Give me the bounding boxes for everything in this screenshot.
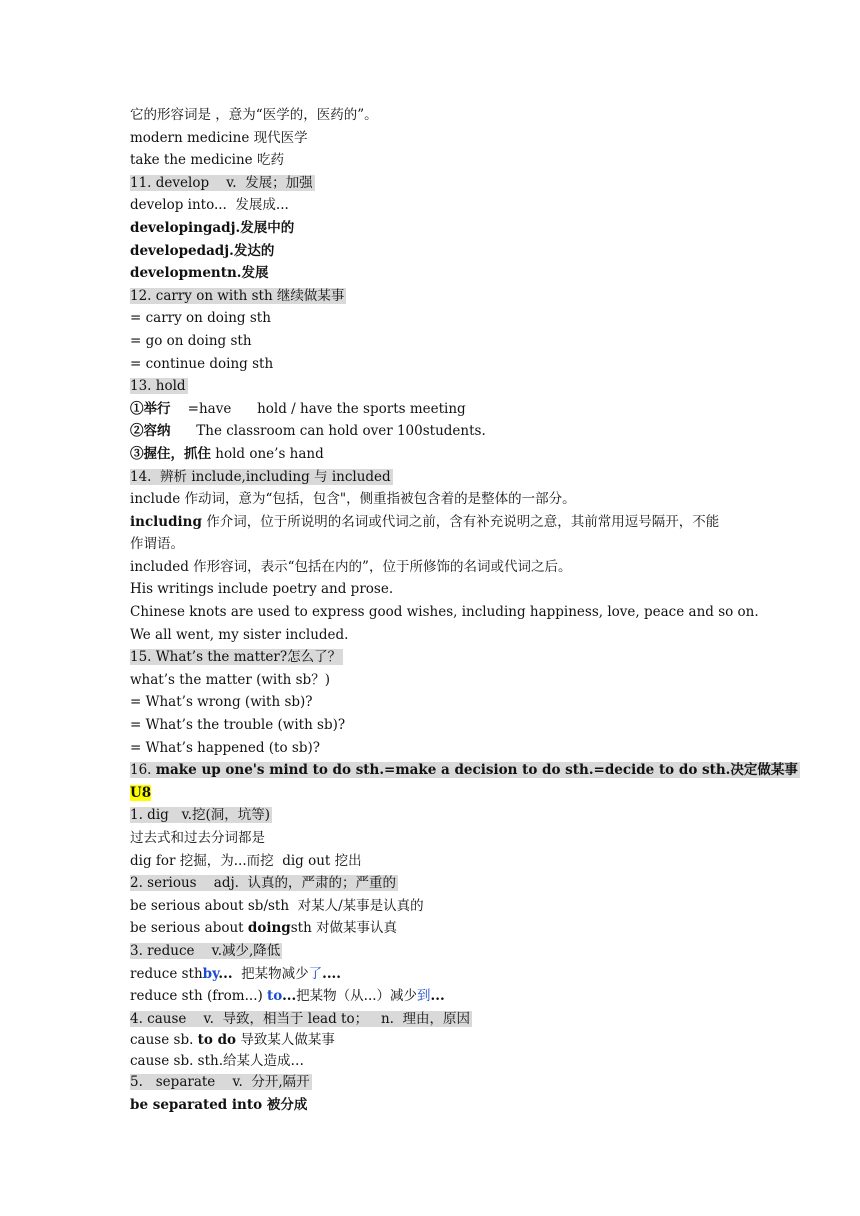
inline-text: cause sb. (130, 1032, 198, 1049)
text-line (130, 420, 730, 443)
bold-term: ③握住，抓住 (130, 445, 211, 462)
bold-term: doing (247, 920, 291, 937)
section-heading: 1. dig v.挖(洞，坑等) (130, 807, 270, 824)
bold-term: including (130, 513, 202, 530)
unit-heading: U8 (130, 784, 152, 801)
text-line: = What’s happened (to sb)? (130, 739, 320, 756)
section-heading: 11. develop v. 发展；加强 (130, 174, 313, 191)
section-heading (130, 762, 800, 778)
inline-text: 作介词，位于所说明的名词或代词之前，含有补充说明之意，其前常用逗号隔开，不能作谓语。 (130, 513, 720, 553)
text-line: be serious about sb/sth 对某人/某事是认真的 (130, 897, 424, 914)
section-heading: 12. carry on with sth 继续做某事 (130, 287, 345, 304)
text-line: cause sb. sth.给某人造成… (130, 1052, 305, 1069)
bold-term: ①举行 (130, 400, 171, 417)
bold-term: ... (282, 988, 297, 1005)
bold-term: by (202, 965, 219, 982)
text-line (130, 917, 730, 940)
text-line: = What’s the trouble (with sb)? (130, 717, 346, 734)
section-heading: 5. separate v. 分开,隔开 (130, 1074, 310, 1091)
text-line (130, 398, 730, 421)
text-line (130, 985, 730, 1008)
bold-term: ②容纳 (130, 423, 171, 440)
text-line: = continue doing sth (130, 355, 274, 372)
section-heading: 2. serious adj. 认真的，严肃的；严重的 (130, 875, 397, 892)
inline-text: =have hold / have the sports meeting (170, 400, 466, 417)
text-line (130, 1030, 730, 1051)
bold-term: ... (218, 965, 233, 982)
text-line (130, 963, 730, 986)
text-line: Chinese knots are used to express good wishes, including happiness, love, peace and so on. (130, 604, 759, 621)
inline-text: hold one’s hand (211, 445, 324, 462)
bold-term: to do (197, 1032, 237, 1049)
text-line: 它的形容词是 ，意为“医学的，医药的”。 (130, 107, 378, 123)
section-heading: 4. cause v. 导致，相当于 lead to； n. 理由，原因 (130, 1010, 471, 1027)
text-line: developedadj.发达的 (130, 242, 275, 259)
section-heading: 15. What’s the matter?怎么了？ (130, 649, 342, 666)
bold-term: make up one's mind to do sth.=make a decision to do sth.=decide to do sth.决定做某事 (155, 762, 798, 779)
bold-term: to (267, 988, 283, 1005)
text-line (130, 443, 730, 466)
text-paragraph (130, 511, 730, 556)
text-line: = What’s wrong (with sb)? (130, 694, 313, 711)
inline-text: 到 (417, 988, 431, 1005)
bold-term: .... (322, 965, 341, 982)
text-line: developingadj.发展中的 (130, 219, 295, 236)
bold-term: ... (430, 988, 445, 1005)
text-line: take the medicine 吃药 (130, 152, 284, 169)
text-line: = go on doing sth (130, 332, 252, 349)
inline-text: be serious about (130, 920, 248, 937)
text-line: developmentn.发展 (130, 265, 269, 282)
text-line: be separated into 被分成 (130, 1096, 308, 1113)
text-line: included 作形容词，表示“包括在内的”，位于所修饰的名词或代词之后。 (130, 558, 572, 575)
inline-text: reduce sth (from...) (130, 988, 268, 1005)
text-line: His writings include poetry and prose. (130, 581, 394, 598)
inline-text: sth 对做某事认真 (290, 920, 398, 937)
inline-text: 了 (308, 965, 323, 982)
text-line: = carry on doing sth (130, 310, 271, 327)
text-line: modern medicine 现代医学 (130, 129, 308, 146)
text-line: We all went, my sister included. (130, 626, 349, 643)
inline-text: The classroom can hold over 100students. (170, 423, 486, 440)
text-line: 过去式和过去分词都是 (130, 830, 265, 846)
inline-text: 把某物减少 (232, 965, 309, 982)
inline-text: reduce sth (130, 965, 203, 982)
inline-text: 16. (130, 762, 156, 779)
text-line: develop into... 发展成... (130, 197, 289, 214)
inline-text: 导致某人做某事 (236, 1032, 335, 1049)
inline-text: 把某物（从...）减少 (296, 988, 418, 1005)
text-line: include 作动词，意为“包括，包含"，侧重指被包含着的是整体的一部分。 (130, 491, 576, 508)
text-line: what’s the matter (with sb？) (130, 671, 330, 688)
section-heading: 3. reduce v.减少,降低 (130, 942, 281, 959)
document-page (130, 104, 798, 1117)
section-heading: 13. hold (130, 378, 186, 395)
section-heading: 14. 辨析 include,including 与 included (130, 468, 391, 485)
text-line: dig for 挖掘，为...而挖 dig out 挖出 (130, 852, 362, 869)
